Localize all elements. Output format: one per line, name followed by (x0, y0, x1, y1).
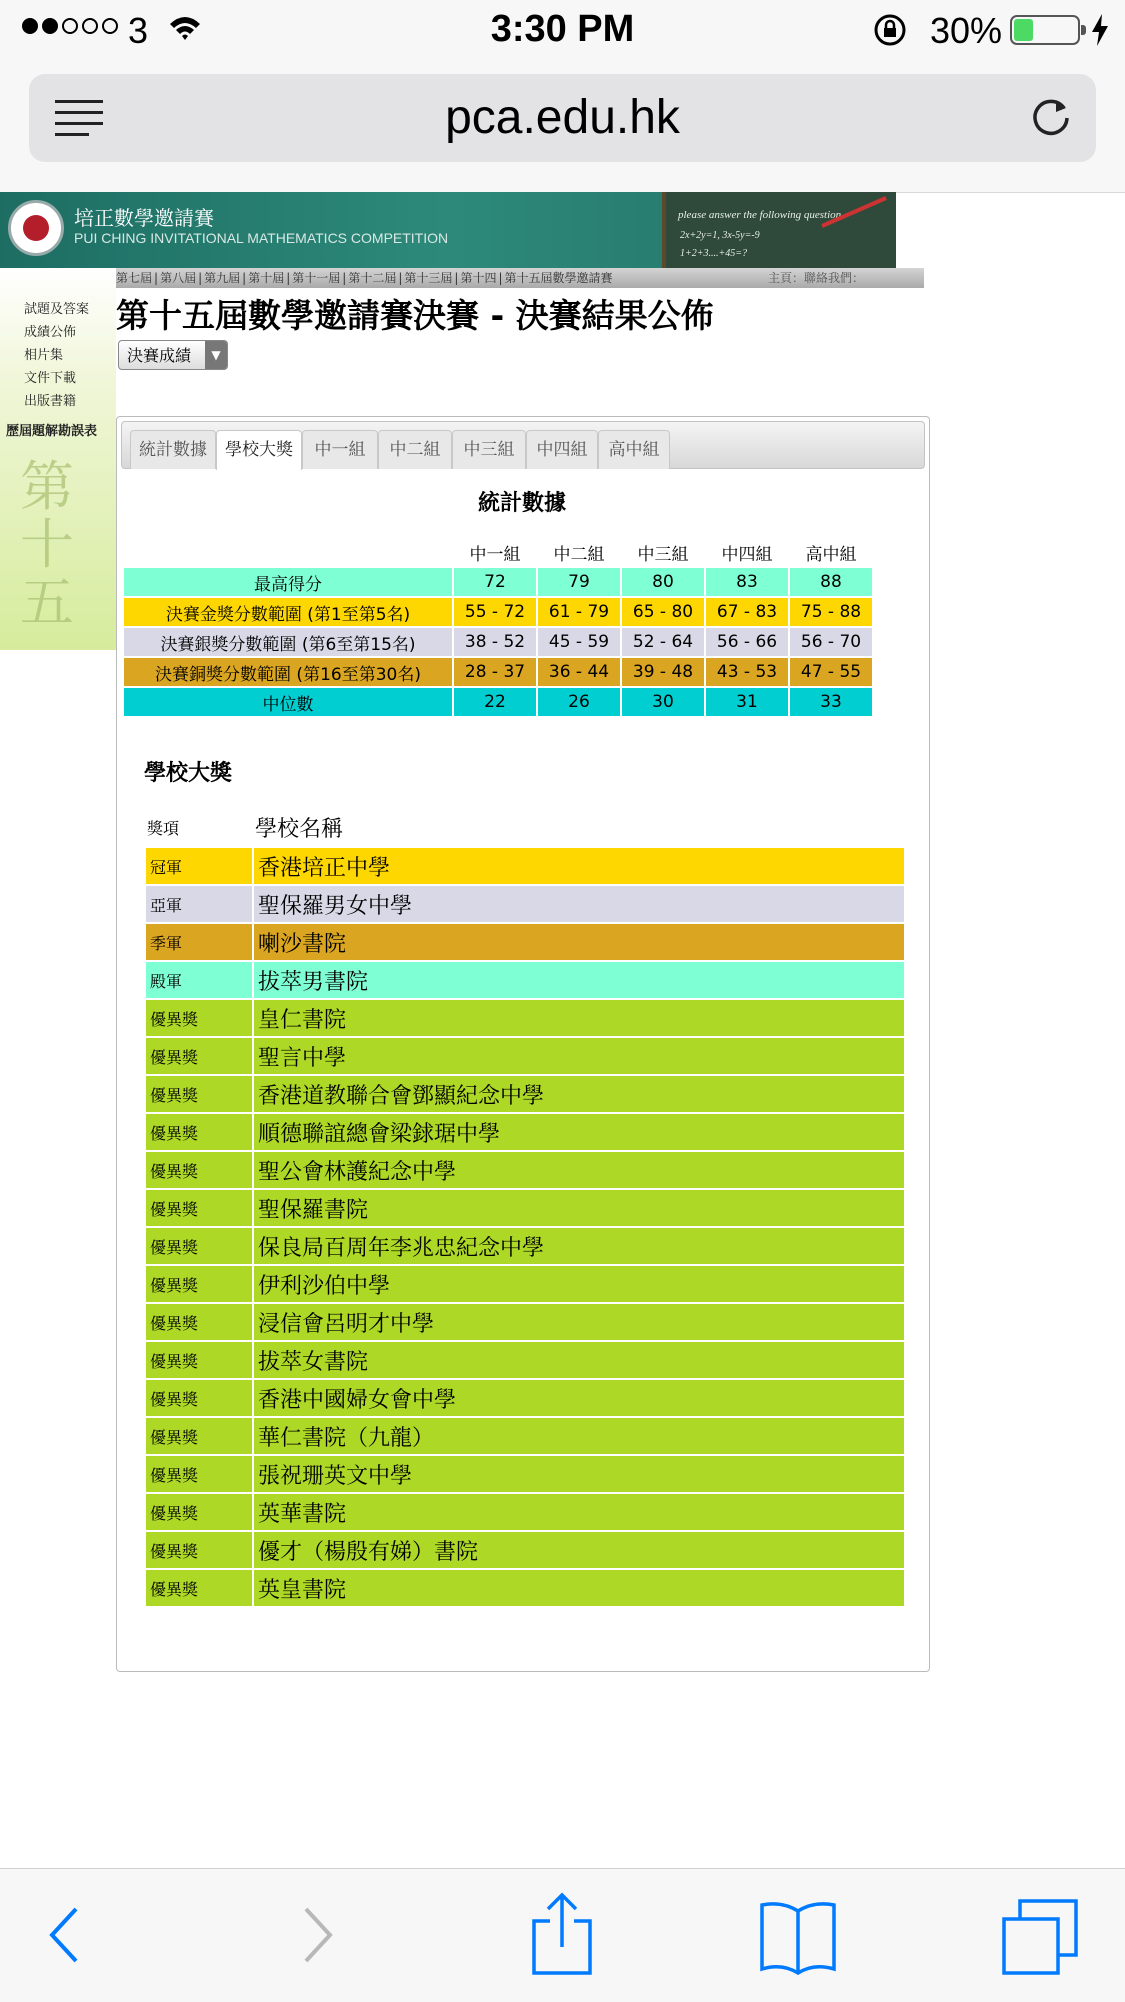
forward-icon[interactable] (298, 1903, 338, 1971)
tab-7[interactable]: 高中組 (598, 430, 670, 469)
stats-cell: 30 (622, 688, 704, 716)
award-name: 優異獎 (146, 1456, 252, 1492)
nav-item-errata[interactable]: 歷屆題解勘誤表 (6, 424, 98, 439)
award-row (146, 1228, 904, 1264)
chevron-down-icon: ▼ (205, 341, 227, 369)
nav-item-publications[interactable]: 出版書籍 (24, 394, 77, 409)
tab-3[interactable]: 中一組 (302, 430, 378, 469)
stats-row-label: 最高得分 (124, 568, 452, 596)
stats-corner (124, 538, 452, 566)
school-name: 聖保羅男女中學 (254, 886, 904, 922)
school-name: 喇沙書院 (254, 924, 904, 960)
stats-cell: 28 - 37 (454, 658, 536, 686)
separator: | (454, 271, 459, 285)
school-name: 優才（楊殷有娣）書院 (254, 1532, 904, 1568)
nav-item-downloads[interactable]: 文件下載 (24, 371, 77, 386)
stats-column-header: 中一組 (469, 544, 521, 565)
award-row (146, 1038, 904, 1074)
award-name: 優異獎 (146, 1000, 252, 1036)
stats-cell: 56 - 66 (706, 628, 788, 656)
award-row (146, 848, 904, 884)
edition-link[interactable]: 第十二屆 (348, 271, 397, 285)
url-text[interactable]: pca.edu.hk (445, 91, 680, 144)
separator: | (286, 271, 291, 285)
award-name: 優異獎 (146, 1494, 252, 1530)
chalkboard-image (662, 192, 896, 268)
school-name: 拔萃女書院 (254, 1342, 904, 1378)
stats-cell: 75 - 88 (790, 598, 872, 626)
rotation-lock-icon (872, 12, 908, 53)
award-row (146, 1380, 904, 1416)
stats-column-header: 中二組 (553, 544, 605, 565)
award-name: 優異獎 (146, 1380, 252, 1416)
board-text-1: please answer the following question (678, 209, 842, 221)
school-name: 香港道教聯合會鄧顯紀念中學 (254, 1076, 904, 1112)
tab-1[interactable]: 統計數據 (130, 430, 216, 469)
left-nav (0, 268, 116, 650)
share-icon[interactable] (530, 1891, 594, 1981)
stats-row-label: 中位數 (124, 688, 452, 716)
award-name: 冠軍 (146, 848, 252, 884)
stats-cell: 80 (622, 568, 704, 596)
award-name: 優異獎 (146, 1266, 252, 1302)
results-select[interactable] (118, 340, 228, 370)
award-name: 優異獎 (146, 1038, 252, 1074)
award-row (146, 1532, 904, 1568)
results-select-value: 決賽成績 (127, 346, 192, 365)
stats-cell: 45 - 59 (538, 628, 620, 656)
award-row (146, 1494, 904, 1530)
award-row (146, 1076, 904, 1112)
stats-cell: 36 - 44 (538, 658, 620, 686)
award-name: 季軍 (146, 924, 252, 960)
separator: | (398, 271, 403, 285)
award-row (146, 924, 904, 960)
school-name: 華仁書院（九龍） (254, 1418, 904, 1454)
stats-cell: 83 (706, 568, 788, 596)
school-name: 聖保羅書院 (254, 1190, 904, 1226)
school-logo-icon (8, 200, 64, 256)
award-name: 優異獎 (146, 1076, 252, 1112)
award-row (146, 1114, 904, 1150)
battery-level (1014, 19, 1033, 41)
award-name: 殿軍 (146, 962, 252, 998)
edition-link[interactable]: 第十一屆 (292, 271, 341, 285)
award-name: 優異獎 (146, 1532, 252, 1568)
back-icon[interactable] (44, 1903, 84, 1971)
banner-title-zh: 培正數學邀請賽 (74, 206, 214, 230)
stats-cell: 52 - 64 (622, 628, 704, 656)
home-contact-link[interactable]: 主頁：聯絡我們： (768, 271, 865, 285)
tab-bar (121, 421, 925, 469)
award-name: 優異獎 (146, 1152, 252, 1188)
tab-4[interactable]: 中二組 (378, 430, 452, 469)
stats-row-label: 決賽金獎分數範圍 (第1至第5名) (124, 598, 452, 626)
clock: 3:30 PM (490, 8, 635, 50)
award-name: 優異獎 (146, 1114, 252, 1150)
board-text-2: 2x+2y=1, 3x-5y=-9 (680, 230, 760, 241)
school-awards-table (144, 806, 906, 1608)
stats-row-label: 決賽銀獎分數範圍 (第6至第15名) (124, 628, 452, 656)
edition-link[interactable]: 第十四 (460, 271, 497, 285)
separator: | (154, 271, 159, 285)
separator: | (498, 271, 503, 285)
award-name: 優異獎 (146, 1304, 252, 1340)
school-name: 張祝珊英文中學 (254, 1456, 904, 1492)
award-row (146, 1152, 904, 1188)
tab-2[interactable]: 學校大獎 (216, 430, 302, 470)
nav-item-photos[interactable]: 相片集 (24, 348, 64, 363)
school-name: 拔萃男書院 (254, 962, 904, 998)
battery-percent: 30% (930, 10, 1003, 51)
stats-cell: 22 (454, 688, 536, 716)
stats-row (124, 568, 872, 596)
award-row (146, 1418, 904, 1454)
school-name: 皇仁書院 (254, 1000, 904, 1036)
edition-link[interactable]: 第七屆 (116, 271, 153, 285)
school-name: 伊利沙伯中學 (254, 1266, 904, 1302)
nav-item-results[interactable]: 成績公佈 (24, 325, 77, 340)
charging-icon (1090, 14, 1110, 51)
edition-link[interactable]: 第十屆 (248, 271, 285, 285)
award-row (146, 886, 904, 922)
school-name: 聖公會林護紀念中學 (254, 1152, 904, 1188)
award-row (146, 1570, 904, 1606)
reload-icon[interactable] (1028, 94, 1074, 144)
award-name: 亞軍 (146, 886, 252, 922)
award-row (146, 1304, 904, 1340)
award-name: 優異獎 (146, 1342, 252, 1378)
stats-cell: 31 (706, 688, 788, 716)
carrier-name: 3 (128, 10, 149, 51)
stats-row (124, 628, 872, 656)
school-name: 香港中國婦女會中學 (254, 1380, 904, 1416)
award-row (146, 1190, 904, 1226)
stats-cell: 65 - 80 (622, 598, 704, 626)
award-column-header: 獎項 (147, 818, 180, 838)
site-banner (0, 192, 896, 268)
stats-cell: 38 - 52 (454, 628, 536, 656)
edition-link[interactable]: 第九屆 (204, 271, 241, 285)
nav-item-questions-answers[interactable]: 試題及答案 (24, 302, 90, 317)
award-row (146, 962, 904, 998)
page-title: 第十五屆數學邀請賽決賽 - 決賽結果公佈 (116, 296, 714, 335)
stats-row (124, 598, 872, 626)
stats-row (124, 658, 872, 686)
bookmarks-icon[interactable] (758, 1899, 838, 1979)
stats-column-header: 中三組 (637, 544, 689, 565)
stats-cell: 43 - 53 (706, 658, 788, 686)
stats-row-label: 決賽銅獎分數範圍 (第16至第30名) (124, 658, 452, 686)
award-name: 優異獎 (146, 1570, 252, 1606)
stats-title: 統計數據 (477, 491, 566, 516)
stats-row (124, 688, 872, 716)
status-bar (0, 0, 1125, 62)
school-name: 聖言中學 (254, 1038, 904, 1074)
address-bar[interactable] (29, 74, 1096, 162)
tabs-icon[interactable] (1000, 1897, 1080, 1981)
award-name: 優異獎 (146, 1228, 252, 1264)
browser-address-area (0, 62, 1125, 193)
school-name: 香港培正中學 (254, 848, 904, 884)
board-text-3: 1+2+3....+45=? (680, 248, 747, 259)
stats-cell: 56 - 70 (790, 628, 872, 656)
stats-cell: 61 - 79 (538, 598, 620, 626)
stats-table (122, 536, 874, 718)
stats-cell: 33 (790, 688, 872, 716)
school-name: 順德聯誼總會梁銶琚中學 (254, 1114, 904, 1150)
school-column-header: 學校名稱 (255, 816, 344, 842)
stats-cell: 39 - 48 (622, 658, 704, 686)
edition-link[interactable]: 第十三屆 (404, 271, 453, 285)
edition-link[interactable]: 第八屆 (160, 271, 197, 285)
edition-link[interactable]: 第十五屆數學邀請賽 (504, 271, 613, 285)
edition-nav-bar (116, 268, 924, 288)
tab-5[interactable]: 中三組 (452, 430, 526, 469)
school-name: 英華書院 (254, 1494, 904, 1530)
award-row (146, 1456, 904, 1492)
separator: | (342, 271, 347, 285)
stats-column-header: 中四組 (721, 544, 773, 565)
stats-cell: 47 - 55 (790, 658, 872, 686)
tab-6[interactable]: 中四組 (526, 430, 598, 469)
stats-cell: 88 (790, 568, 872, 596)
school-awards-title: 學校大獎 (144, 761, 233, 786)
school-name: 浸信會呂明才中學 (254, 1304, 904, 1340)
stats-cell: 79 (538, 568, 620, 596)
school-name: 保良局百周年李兆忠紀念中學 (254, 1228, 904, 1264)
battery-icon (1010, 15, 1080, 45)
school-name: 英皇書院 (254, 1570, 904, 1606)
stats-column-header: 高中組 (805, 544, 857, 565)
separator: | (242, 271, 247, 285)
separator: | (198, 271, 203, 285)
stats-cell: 55 - 72 (454, 598, 536, 626)
stats-cell: 72 (454, 568, 536, 596)
stats-cell: 26 (538, 688, 620, 716)
banner-title-en: PUI CHING INVITATIONAL MATHEMATICS COMPETITION (74, 230, 449, 246)
browser-toolbar (0, 1868, 1125, 2002)
edition-decoration: 第十五 (20, 455, 74, 634)
award-name: 優異獎 (146, 1418, 252, 1454)
award-row (146, 1266, 904, 1302)
stats-cell: 67 - 83 (706, 598, 788, 626)
award-name: 優異獎 (146, 1190, 252, 1226)
award-row (146, 1342, 904, 1378)
award-row (146, 1000, 904, 1036)
